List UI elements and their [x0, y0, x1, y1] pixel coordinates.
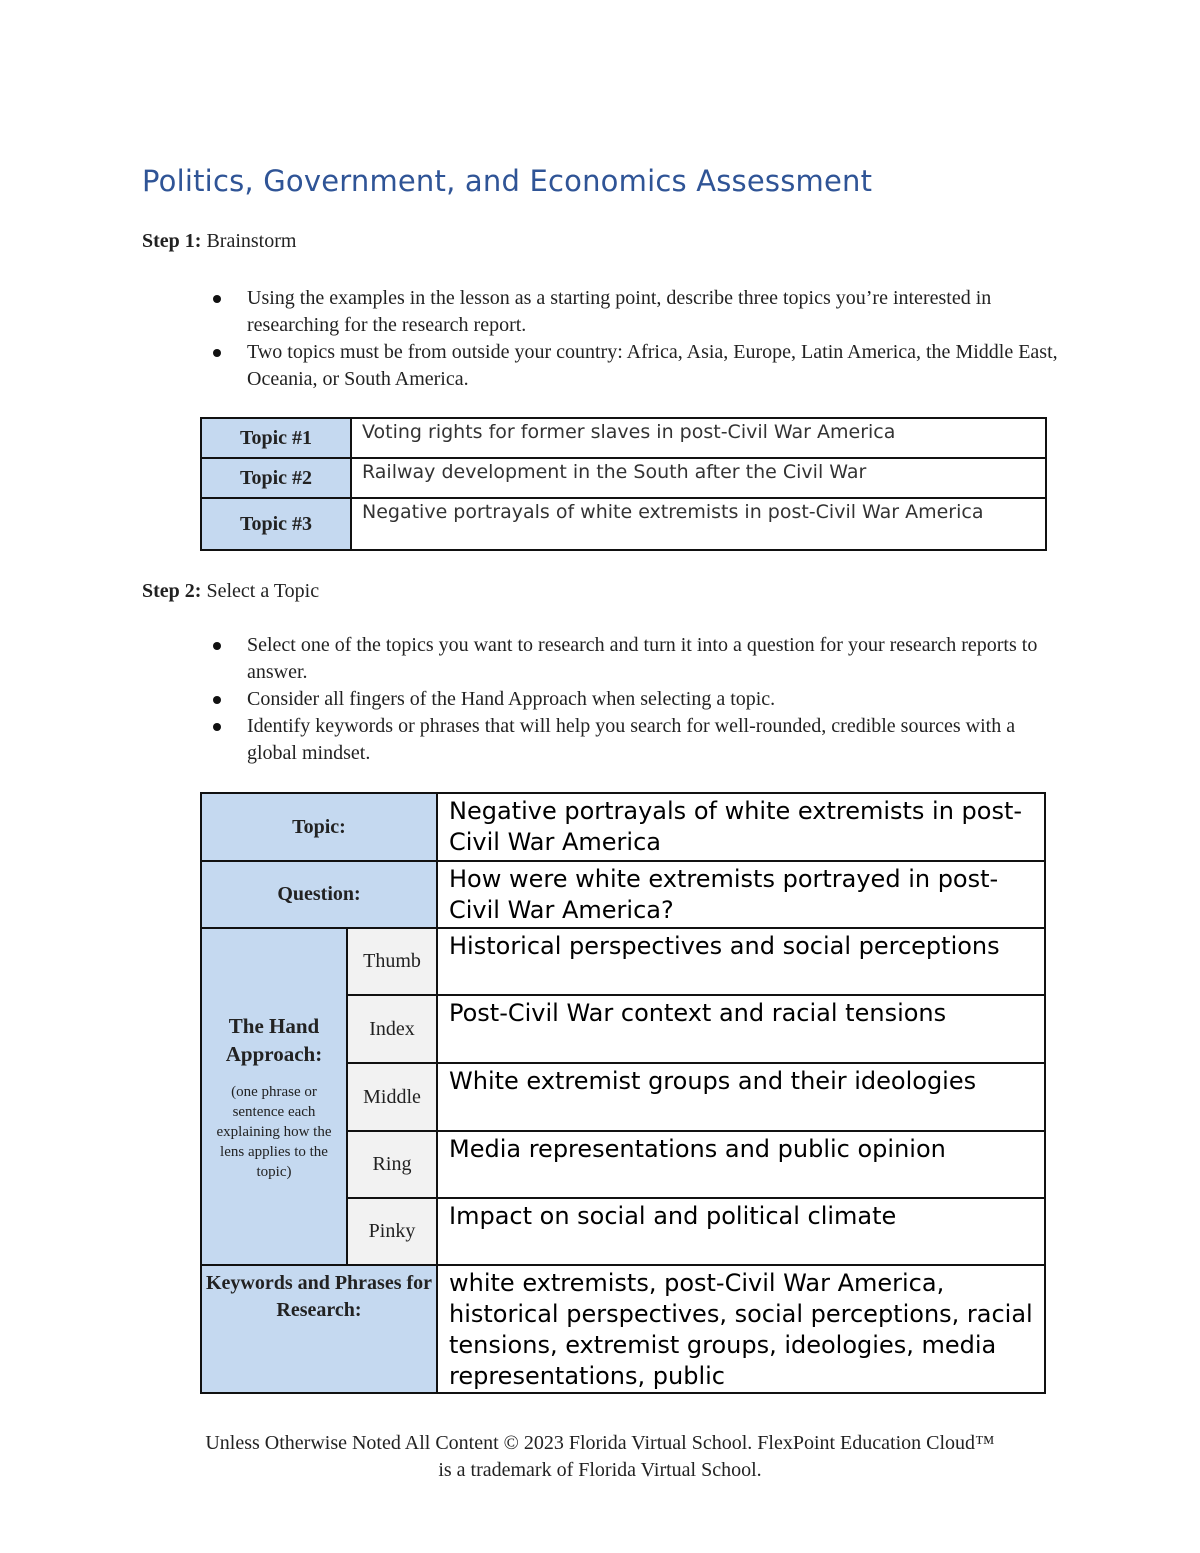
footer-copyright: Unless Otherwise Noted All Content © 2023 Florida Virtual School. FlexPoint Education Cloud™ is a trademark of Florida Virtual School.: [205, 1432, 995, 1481]
bullet-icon: [213, 295, 221, 303]
step-2-bullets: [200, 632, 1060, 767]
hand-approach-title: The Hand Approach:: [225, 1013, 323, 1066]
finger-thumb-value[interactable]: Historical perspectives and social perceptions: [437, 928, 1045, 995]
keywords-label: Keywords and Phrases for Research:: [201, 1265, 437, 1393]
topic-3-value[interactable]: Negative portrayals of white extremists in post-Civil War America: [351, 498, 1046, 550]
table-row: [201, 418, 1046, 458]
question-label: Question:: [201, 861, 437, 928]
finger-index-label: Index: [347, 995, 437, 1063]
topic-2-label: Topic #2: [201, 458, 351, 498]
bullet-icon: [213, 642, 221, 650]
finger-ring-value[interactable]: Media representations and public opinion: [437, 1131, 1045, 1198]
step-2-label: Step 2:: [142, 580, 202, 602]
step-1-text: Brainstorm: [206, 230, 297, 252]
step-1-heading: [142, 230, 296, 253]
table-row: [201, 793, 1045, 861]
hand-approach-cell: [201, 928, 347, 1265]
hand-approach-note: (one phrase or sentence each explaining how the lens applies to the topic): [216, 1083, 332, 1180]
topic-1-value[interactable]: Voting rights for former slaves in post-Civil War America: [351, 418, 1046, 458]
page-title: Politics, Government, and Economics Assessment: [142, 164, 873, 198]
table-row: [201, 928, 1045, 995]
step-2-text: Select a Topic: [206, 580, 320, 602]
finger-middle-label: Middle: [347, 1063, 437, 1131]
question-value[interactable]: How were white extremists portrayed in post-Civil War America?: [437, 861, 1045, 928]
list-item: Select one of the topics you want to research and turn it into a question for your research reports to answer.: [200, 632, 1060, 686]
list-item: Two topics must be from outside your country: Africa, Asia, Europe, Latin America, the Middle East, Oceania, or South America.: [200, 339, 1060, 393]
keywords-value[interactable]: white extremists, post-Civil War America, historical perspectives, social perceptions, racial tensions, extremist groups, ideologies, media representations, public: [437, 1265, 1045, 1393]
list-item: Identify keywords or phrases that will help you search for well-rounded, credible sources with a global mindset.: [200, 713, 1060, 767]
bullet-icon: [213, 696, 221, 704]
topic-label: Topic:: [201, 793, 437, 861]
research-table: [200, 792, 1046, 1394]
table-row: [201, 861, 1045, 928]
topic-1-label: Topic #1: [201, 418, 351, 458]
table-row: [201, 458, 1046, 498]
finger-thumb-label: Thumb: [347, 928, 437, 995]
topics-table: [200, 417, 1047, 551]
table-row: [201, 498, 1046, 550]
step-1-bullets: [200, 285, 1060, 393]
finger-ring-label: Ring: [347, 1131, 437, 1198]
bullet-icon: [213, 349, 221, 357]
topic-3-label: Topic #3: [201, 498, 351, 550]
topic-value[interactable]: Negative portrayals of white extremists in post-Civil War America: [437, 793, 1045, 861]
table-row: [201, 1265, 1045, 1393]
finger-middle-value[interactable]: White extremist groups and their ideologies: [437, 1063, 1045, 1131]
topic-2-value[interactable]: Railway development in the South after the Civil War: [351, 458, 1046, 498]
step-1-label: Step 1:: [142, 230, 202, 252]
finger-pinky-label: Pinky: [347, 1198, 437, 1265]
step-2-heading: [142, 580, 319, 603]
list-item: Using the examples in the lesson as a starting point, describe three topics you’re interested in researching for the research report.: [200, 285, 1060, 339]
finger-pinky-value[interactable]: Impact on social and political climate: [437, 1198, 1045, 1265]
list-item: Consider all fingers of the Hand Approach when selecting a topic.: [200, 686, 1060, 713]
finger-index-value[interactable]: Post-Civil War context and racial tensions: [437, 995, 1045, 1063]
bullet-icon: [213, 723, 221, 731]
